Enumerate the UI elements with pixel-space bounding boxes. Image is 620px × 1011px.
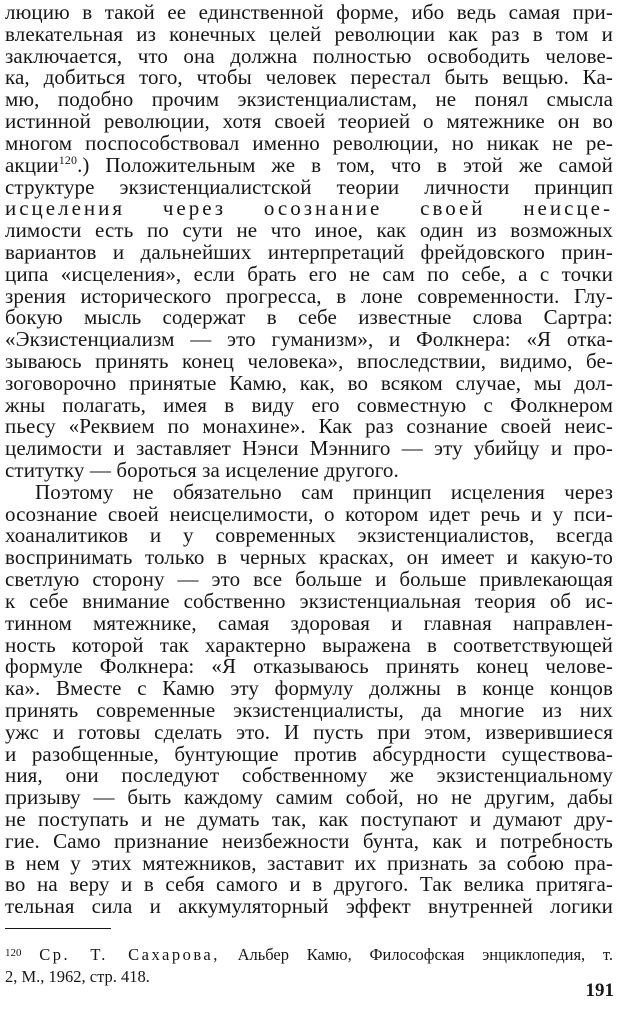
text-line: ка, добиться того, чтобы человек перестал быть вещью. Ка- — [5, 65, 613, 90]
text-line: пьесу «Реквием по монахине». Как раз сознание своей неис- — [5, 414, 613, 439]
text-line: тельная сила и аккумуляторный эффект внутренней логики — [5, 894, 613, 919]
text-line: люцию в такой ее единственной форме, ибо ведь самая при- — [5, 0, 613, 24]
text-fragment: .) Положительным же в том, что в этой же самой — [77, 152, 613, 177]
footnote-divider — [5, 928, 111, 929]
text-line: ка». Вместе с Камю эту формулу должны в конце концов — [5, 676, 613, 701]
text-line: многом поспособствовал именно революции, но никак не ре- — [5, 130, 613, 155]
text-line: зываюсь принять конец человека», впоследствии, видимо, бе- — [5, 349, 613, 373]
text-line: Поэтому не обязательно сам принцип исцеления через — [35, 479, 613, 504]
text-line: воспринимать только в черных красках, он имеет и какую-то — [5, 545, 613, 570]
text-line: лимости есть по сути не что иное, как один из возможных — [5, 218, 613, 243]
text-line: мю, подобно прочим экзистенциалистам, не понял смысла — [5, 87, 613, 112]
footnote-line-2: 2, М., 1962, стр. 418. — [5, 967, 150, 986]
text-line: призыву — быть каждому самим собой, но не другим, дабы — [5, 785, 613, 810]
text-line: ность которой так характерно выражена в соответствующей — [5, 632, 613, 657]
text-line-with-footnote-ref — [5, 152, 613, 177]
text-line: тинном мятежнике, самая здоровая и главная направлен- — [5, 610, 613, 635]
text-line: ния, они последуют собственному же экзистенциальному — [5, 763, 613, 788]
footnote-reference: 120 — [58, 152, 78, 167]
text-line: гие. Само признание неизбежности бунта, как и потребность — [5, 828, 613, 853]
text-line: и разобщенные, бунтующие против абсурдности существова- — [5, 741, 613, 766]
text-line: в нем у этих мятежников, заставит их признать за собою пра- — [5, 850, 613, 875]
text-line: зрения исторического прогресса, в лоне современности. Глу- — [5, 283, 613, 308]
footnote-line-1 — [5, 944, 613, 966]
footnote-marker: 120 — [5, 947, 22, 959]
text-line: ститутку — бороться за исцеление другого. — [5, 458, 399, 482]
text-line: вариантов и дальнейших интерпретаций фрейдовского прин- — [5, 239, 613, 264]
text-fragment: акции — [5, 152, 59, 177]
text-line: хоаналитиков и у современных экзистенциалистов, всегда — [5, 523, 613, 548]
footnote-text: Альбер Камю, Философская энциклопедия, т. — [237, 945, 614, 964]
text-line: не поступать и не думать так, как поступают и думают дру- — [5, 807, 613, 831]
text-line: жны полагать, имея в виду его совместную с Фолкнером — [5, 392, 613, 417]
text-line: принять современные экзистенциалисты, да многие из них — [5, 697, 613, 722]
footnote-author: Ср. Т. Сахарова, — [39, 945, 220, 964]
text-line: формуле Фолкнера: «Я отказываюсь принять конец челове- — [5, 654, 613, 679]
text-line: заключается, что она должна полностью освободить челове- — [5, 43, 613, 68]
text-line: истинной революции, хотя своей теорией о мятежнике он во — [5, 109, 613, 133]
text-line: структуре экзистенциалистской теории личности принцип — [5, 174, 613, 199]
text-line: к себе внимание собственно экзистенциальная теория об ис- — [5, 588, 613, 613]
text-line: целимости и заставляет Нэнси Мэнниго — эту убийцу и про- — [5, 436, 613, 461]
text-line: «Экзистенциализм — это гуманизм», и Фолкнера: «Я отка- — [5, 327, 613, 352]
text-line-spaced: исцеления через осознание своей неисце- — [5, 196, 613, 221]
text-line: бокую мысль содержат в себе известные слова Сартра: — [5, 305, 613, 330]
text-line: светлую сторону — это все больше и больше привлекающая — [5, 567, 613, 591]
text-line: ужс и готовы сделать это. И пусть при этом, изверившиеся — [5, 719, 613, 744]
text-line: влекательная из конечных целей революции как раз в том и — [5, 21, 613, 46]
text-line: ципа «исцеления», если брать его не сам по себе, а с точки — [5, 261, 613, 286]
text-line: зоговорочно принятые Камю, как, во всяком случае, мы дол- — [5, 370, 613, 395]
text-line: осознание своей неисцелимости, о котором идет речь и у пси- — [5, 501, 613, 526]
page-number: 191 — [585, 980, 614, 1001]
text-line: во на веру и в себя самого и в другого. Так велика притяга- — [5, 872, 613, 897]
